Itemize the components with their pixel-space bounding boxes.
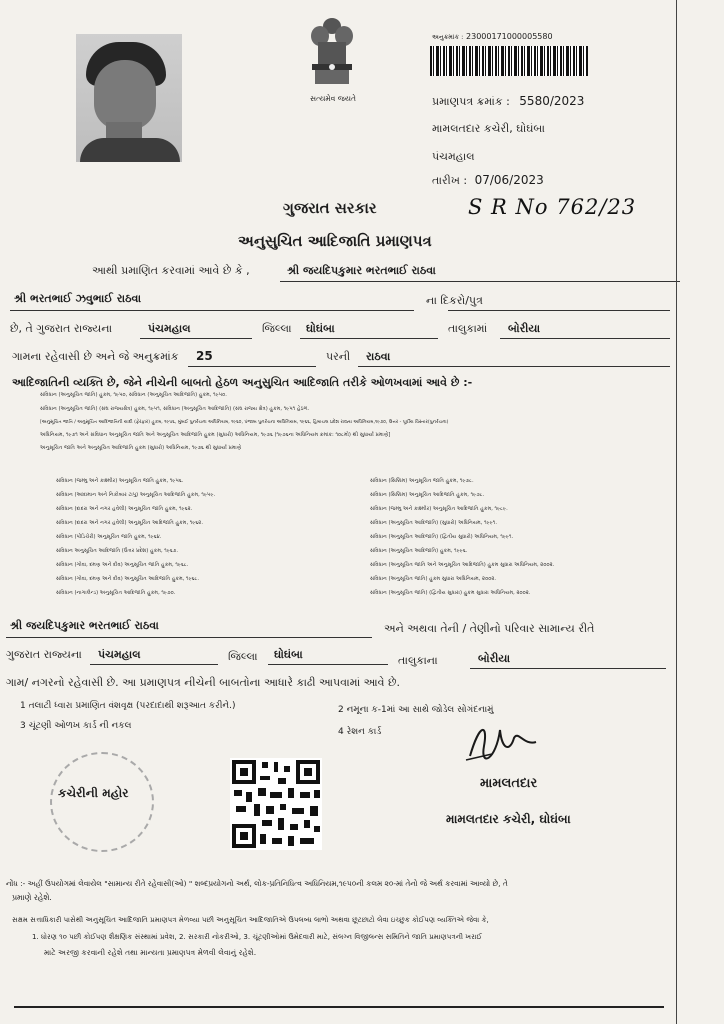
serial-number: 23000171000005580	[466, 32, 553, 41]
note-1-cont: પ્રમાણે રહેશે.	[12, 893, 52, 902]
date-label: તારીખ :	[432, 174, 468, 187]
order-right: સંવિધાન (અનુસૂચિત જાતિ અને અનુસૂચિત આદિજાતિ) હુકમ સુધારા અધિનિયમ, ૨૦૦૨.	[370, 562, 555, 568]
order-right: સંવિધાન (અનુસૂચિત આદિજાતિ) (દ્વિતીય સુધારો) અધિનિયમ, ૧૯૯૧.	[370, 534, 514, 540]
state-text: છે, તે ગુજરાત રાજ્યના	[10, 322, 113, 335]
certificate-no: 5580/2023	[519, 94, 585, 108]
certificate-title: અનુસુચિત આદિજાતિ પ્રમાણપત્ર	[238, 232, 432, 250]
order-line: સંવિધાન (અનુસૂચિત જાતિ) (સંઘ રાજ્યક્ષેત્ર) હુકમ, ૧૯૫૧, સંવિધાન (અનુસૂચિત આદિજાતિ) (સંઘ રાજ્ય ક્ષેત્ર) હુકમ, ૧૯૫૧ હેઠળ.	[40, 406, 310, 412]
order-line: [અનુસૂચિત જાતિ / અનુસૂચિત આદિજાતિની યાદી (ફેરફાર) હુકમ, ૧૯૫૬, મુંબઈ પુનર્રચના અધિનિયમ, ૧૯૬૦, પંજાબ પુનર્રચના અધિનિયમ, ૧૯૬૬, હિમાચલ પ્રદેશ રાજ્ય અધિનિયમ,૧૯૭૦, ઉત્તર - પૂર્વીય વિસ્તાર(પુનર્રચના)	[40, 420, 449, 425]
caste-value: રાઠવા	[366, 350, 391, 363]
order-right: સંવિધાન (અનુસૂચિત આદિજાતિ) (સુધારો) અધિનિયમ, ૧૯૯૧.	[370, 520, 497, 526]
order-right: સંવિધાન (જમ્મુ અને કાશ્મીર) અનુસૂચિત આદિજાતિ હુકમ, ૧૯૮૯.	[370, 506, 508, 512]
order-right: સંવિધાન (અનુસૂચિત જાતિ) હુકમ સુધારા અધિનિયમ, ૨૦૦૨.	[370, 576, 497, 582]
order-right: સંવિધાન (અનુસૂચિત જાતિ) (દ્વિતીય સુધારા) હુકમ સુધારા અધિનિયમ, ૨૦૦૨.	[370, 590, 531, 596]
signatory-office: મામલતદાર કચેરી, ઘોઘંબા	[446, 812, 571, 826]
basis-item: 4 રેશન કાર્ડ	[338, 727, 382, 737]
issuing-office: મામલતદાર કચેરી, ઘોઘંબા	[432, 122, 545, 135]
office-seal-stamp	[50, 752, 154, 852]
certificate-no-label: પ્રમાણપત્ર ક્રમાંક :	[432, 95, 510, 108]
resident-district: પંચમહાલ	[98, 648, 141, 661]
order-line: અનુસૂચિત જાતિ અને અનુસૂચિત આદિજાતિ હુકમ (સુધારો) અધિનિયમ, ૧૯૭૬ થી સુધાર્યા પ્રમાણે	[40, 445, 242, 451]
taluka-value: ઘોઘંબા	[306, 322, 335, 335]
basis-item: 3 ચૂંટણી ઓળખ કાર્ડ ની નકલ	[20, 721, 132, 731]
government-heading: ગુજરાત સરકાર	[283, 199, 377, 217]
issue-date: 07/06/2023	[474, 173, 544, 187]
barcode	[430, 46, 588, 76]
order-left: સંવિધાન અનુસૂચિત આદિજાતિ (ઉત્તર પ્રદેશ) હુકમ, ૧૯૬૭.	[56, 548, 179, 554]
resident-state: ગુજરાત રાજ્યના	[6, 648, 82, 661]
order-line: સંવિધાન (અનુસૂચિત જાતિ) હુકમ, ૧૯૫૦, સંવિધાન (અનુસૂચિત આદિજાતિ) હુકમ, ૧૯૫૦.	[40, 392, 227, 398]
resident-talukana-label: તાલુકાના	[398, 654, 438, 667]
order-left: સંવિધાન (જમ્મુ અને કાશ્મીર) અનુસૂચિત જાતિ હુકમ, ૧૯૫૬.	[56, 478, 184, 484]
relation-text: ના દિકરો/પુત્ર	[426, 294, 483, 307]
father-name: શ્રી ભરતભાઈ ઝવુભાઈ રાઠવા	[14, 292, 142, 305]
serial-label: અનુક્રમાંક :	[432, 33, 464, 41]
resident-jilla-label: જિલ્લા	[228, 650, 258, 663]
district-value: પંચમહાલ	[148, 322, 191, 335]
order-left: સંવિધાન (ગોવા, દમણ અને દીવ) અનુસૂચિત જાતિ હુકમ, ૧૯૬૮.	[56, 562, 189, 568]
office-seal-label: કચેરીની મહોર	[58, 786, 129, 800]
national-emblem-icon	[300, 12, 364, 106]
order-right: સંવિધાન (સિક્કિમ) અનુસૂચિત આદિજાતિ હુકમ, ૧૯૭૮.	[370, 492, 485, 498]
note-4: માટે અરજી કરવાની રહેશે તથા માન્યતા પ્રમાણપત્ર મેળવી લેવાનું રહેશે.	[44, 948, 257, 957]
qr-code-icon	[230, 758, 322, 850]
issuing-district: પંચમહાલ	[432, 150, 475, 163]
note-3: 1. ધોરણ ૧૦ પછી કોઈપણ શૈક્ષણિક સંસ્થામાં પ્રવેશ, 2. સરકારી નોકરીઓ, 3. ચૂંટણીઓમાં ઉમેદવારી માટે, સંલગ્ન વિજીલન્સ સમિતિને જાતિ પ્રમાણપત્રની ખરાઈ	[32, 932, 482, 941]
resident-village: બોરીયા	[478, 652, 511, 665]
residence-text: ગામના રહેવાસી છે અને જે અનુક્રમાંક	[12, 350, 179, 363]
order-line: અધિનિયમ, ૧૯૭૧ અને સંવિધાન અનુસૂચિત જાતિ અને અનુસૂચિત આદિજાતિ હુકમ (સુધારો) અધિનિયમ, ૧૯૭૬ (૧૯૭૬ના અધિનિયમ ક્રમાંક: ૧૦૮મો) થી સુધાર્યા પ્રમાણે]	[40, 432, 391, 438]
applicant-photo	[76, 34, 182, 162]
family-text: અને અથવા તેની / તેણીનો પરિવાર સામાન્ય રીતે	[384, 622, 595, 635]
order-right: સંવિધાન (સિક્કિમ) અનુસૂચિત જાતિ હુકમ, ૧૯૭૮.	[370, 478, 474, 484]
serial-in-list: 25	[196, 349, 213, 363]
order-left: સંવિધાન (ગોવા, દમણ અને દીવ) અનુસૂચિત આદિજાતિ હુકમ, ૧૯૬૮.	[56, 576, 200, 582]
order-left: સંવિધાન (દાદરા અને નગર હવેલી) અનુસૂચિત જાતિ હુકમ, ૧૯૬૨.	[56, 506, 193, 512]
certify-text: આથી પ્રમાણિત કરવામાં આવે છે કે ,	[92, 264, 250, 277]
village-value: બોરીયા	[508, 322, 541, 335]
emblem-motto: સત્યમેવ જયતે	[310, 94, 356, 103]
basis-intro: ગામ/ નગરનો રહેવાસી છે. આ પ્રમાણપત્ર નીચેની બાબતોના આધારે કાઢી આપવામાં આવે છે.	[6, 676, 401, 689]
note-2: સક્ષમ સત્તાધિકારી પાસેથી અનુસૂચિત આદિજાતિ પ્રમાણપત્ર મેળવ્યા પછી અનુસૂચિત આદિજાતિએ ઉપલબ્ધ લાભો અથવા છૂટછાટો લેવા ઇચ્છુક કોઈપણ વ્યક્તિએ જેવા કે,	[12, 915, 489, 924]
resident-taluka: ઘોઘંબા	[274, 648, 303, 661]
note-1: નોંધ :- અહીં ઉપયોગમાં લેવાયેલ "સામાન્ય રીતે રહેવાસી(ઓ) " શબ્દપ્રયોગનો અર્થ, લોક-પ્રતિનિધિત્વ અધિનિયમ,૧૯૫૦ની કલમ ૨૦-માં તેનો જે અર્થ કરવામાં આવ્યો છે, તે	[6, 879, 508, 888]
officer-signature-icon	[462, 716, 542, 764]
basis-item: 2 નમૂના ક-1માં આ સાથે જોડેલ સોગંદનામું	[338, 705, 494, 715]
par-ni-text: પરની	[326, 350, 351, 363]
talukama-label: તાલુકામાં	[448, 322, 488, 335]
signatory-title: મામલતદાર	[480, 776, 538, 791]
order-left: સંવિધાન (દાદરા અને નગર હવેલી) અનુસૂચિત આદિજાતિ હુકમ, ૧૯૬૨.	[56, 520, 203, 526]
applicant-name: શ્રી જયદિપકુમાર ભરતભાઈ રાઠવા	[287, 264, 436, 277]
resident-name: શ્રી જયદિપકુમાર ભરતભાઈ રાઠવા	[10, 619, 159, 632]
jilla-label: જિલ્લા	[262, 322, 292, 335]
order-left: સંવિધાન (નાગાલેન્ડ) અનુસૂચિત આદિજાતિ હુકમ, ૧૯૭૦.	[56, 590, 176, 596]
handwritten-register-no: S R No 762/23	[468, 195, 637, 219]
order-right: સંવિધાન (અનુસૂચિત આદિજાતિ) હુકમ, ૧૯૯૬.	[370, 548, 468, 554]
order-left: સંવિધાન (પોંડિચેરી) અનુસૂચિત જાતિ હુકમ, ૧૯૬૪.	[56, 534, 162, 540]
basis-item: 1 તલાટી ધ્વારા પ્રમાણિત વંશવૃક્ષ (પરદાદાથી શરૂઆત કરીને.)	[20, 701, 236, 711]
order-left: સંવિધાન (આંદામાન અને નિકોબાર ટાપુ) અનુસૂચિત આદિજાતિ હુકમ, ૧૯૫૯.	[56, 492, 216, 498]
recognition-text: આદિજાતિની વ્યક્તિ છે, જેને નીચેની બાબતો હેઠળ અનુસુચિત આદિજાતિ તરીકે ઓળખવામાં આવે છે :-	[12, 376, 473, 389]
